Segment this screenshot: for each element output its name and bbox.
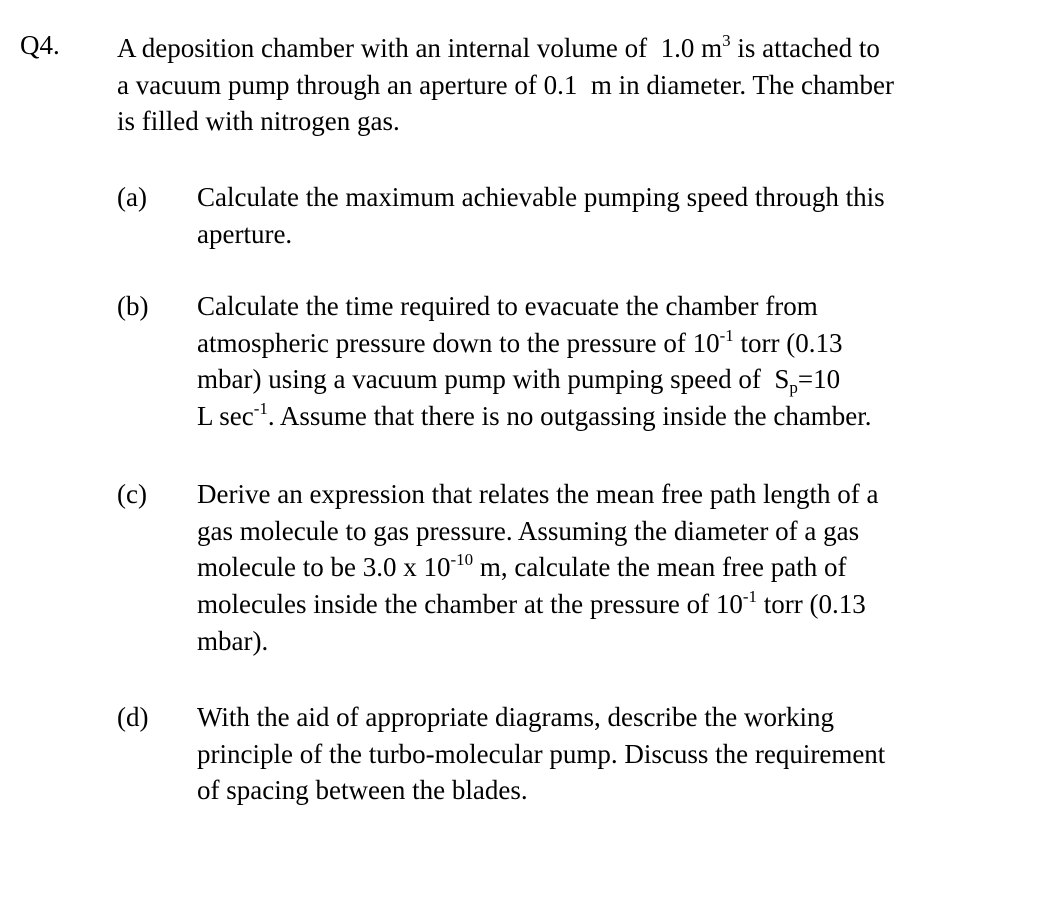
text-run: torr (0.13 bbox=[757, 589, 866, 620]
text-line bbox=[197, 513, 878, 550]
part-label: (a) bbox=[117, 182, 147, 212]
text-line bbox=[117, 103, 894, 140]
superscript: 3 bbox=[722, 31, 731, 50]
text-run: torr (0.13 bbox=[733, 327, 843, 358]
text-line bbox=[197, 549, 878, 586]
text-line bbox=[117, 30, 894, 67]
text-run: A deposition chamber with an internal volume of 1.0 m bbox=[117, 33, 723, 63]
text-run: L sec bbox=[197, 401, 254, 432]
text-run: a vacuum pump through an aperture of 0.1 m in diameter. The chamber bbox=[117, 69, 895, 100]
superscript: -1 bbox=[719, 325, 734, 345]
part-text bbox=[197, 699, 885, 809]
text-run: atmospheric pressure down to the pressure of 10 bbox=[197, 327, 720, 358]
text-line bbox=[197, 736, 885, 773]
text-run: is attached to bbox=[730, 33, 880, 63]
text-run: Calculate the maximum achievable pumping speed through this bbox=[197, 182, 885, 212]
text-run: principle of the turbo-molecular pump. Discuss the requirement bbox=[197, 738, 886, 769]
question-label: Q4. bbox=[20, 30, 60, 60]
part-text bbox=[197, 179, 885, 252]
text-run: =10 bbox=[797, 364, 841, 395]
part-label: (c) bbox=[117, 479, 147, 509]
text-run: mbar) using a vacuum pump with pumping speed of S bbox=[197, 364, 790, 395]
text-line bbox=[197, 179, 885, 216]
part-text bbox=[197, 288, 872, 435]
text-line bbox=[197, 623, 878, 660]
question-stem bbox=[117, 30, 894, 140]
text-line bbox=[117, 67, 894, 104]
text-run: of spacing between the blades. bbox=[197, 775, 528, 806]
text-line bbox=[197, 288, 872, 325]
text-line bbox=[197, 772, 885, 809]
text-run: With the aid of appropriate diagrams, describe the working bbox=[197, 702, 834, 732]
text-run: Derive an expression that relates the mean free path length of a bbox=[197, 479, 879, 509]
text-line bbox=[197, 476, 878, 513]
text-run: mbar). bbox=[197, 625, 269, 656]
text-line bbox=[197, 361, 872, 398]
superscript: -10 bbox=[450, 550, 474, 570]
text-run: aperture. bbox=[197, 218, 293, 249]
text-run: is filled with nitrogen gas. bbox=[117, 106, 400, 137]
text-run: molecule to be 3.0 x 10 bbox=[197, 552, 451, 583]
text-run: m, calculate the mean free path of bbox=[473, 552, 847, 583]
text-run: Calculate the time required to evacuate the chamber from bbox=[197, 291, 818, 321]
text-line bbox=[197, 699, 885, 736]
text-line bbox=[197, 398, 872, 435]
superscript: -1 bbox=[253, 399, 268, 419]
superscript: -1 bbox=[742, 587, 757, 607]
text-run: gas molecule to gas pressure. Assuming the diameter of a gas bbox=[197, 515, 860, 546]
part-text bbox=[197, 476, 878, 659]
text-line bbox=[197, 586, 878, 623]
part-label: (d) bbox=[117, 702, 149, 732]
text-run: . Assume that there is no outgassing inside the chamber. bbox=[267, 401, 872, 432]
text-run: molecules inside the chamber at the pressure of 10 bbox=[197, 589, 743, 620]
subscript: p bbox=[789, 378, 798, 398]
text-line bbox=[197, 216, 885, 253]
part-label: (b) bbox=[117, 291, 149, 321]
text-line bbox=[197, 325, 872, 362]
